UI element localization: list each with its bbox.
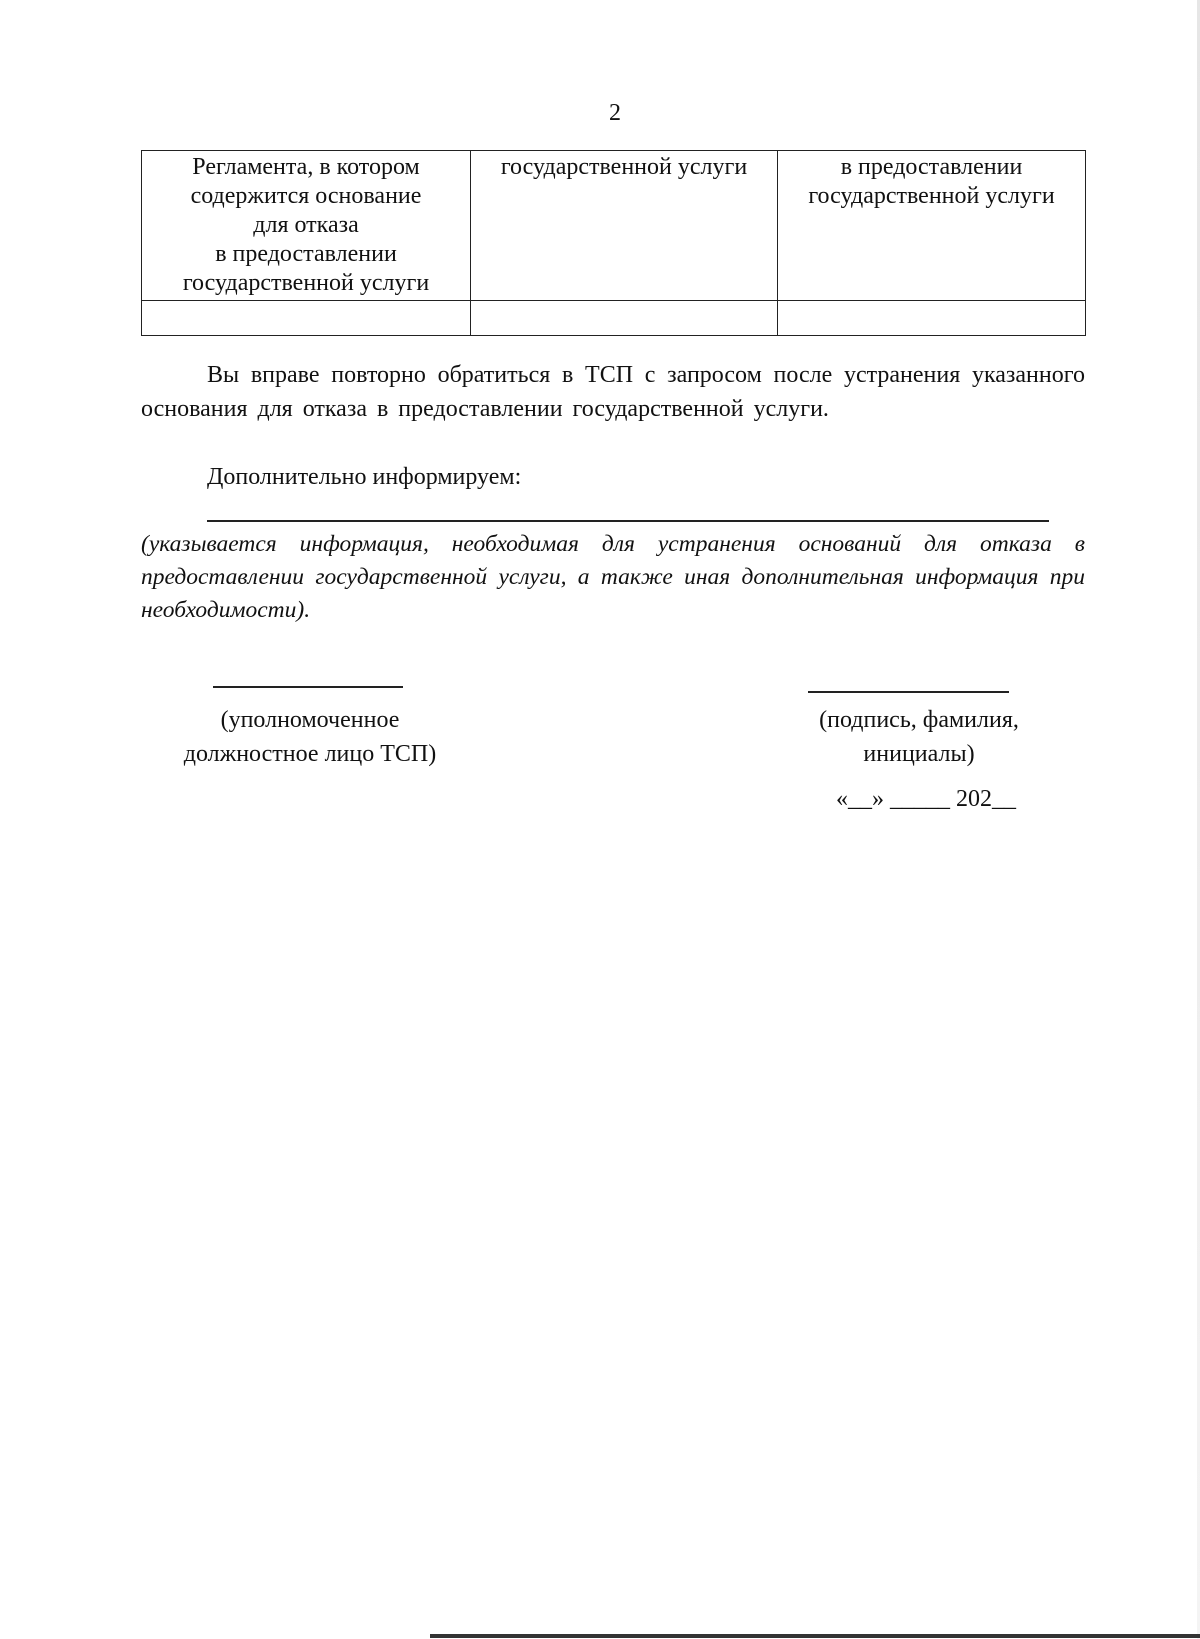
table-cell-empty[interactable] [142,301,471,336]
date-field[interactable]: «__» _____ 202__ [836,786,1016,812]
refusal-table [141,150,1086,336]
cell-text-line: Регламента, в котором [192,154,420,180]
additional-info-heading: Дополнительно информируем: [207,464,522,490]
caption-line: (подпись, фамилия, [819,707,1019,733]
caption-line: должностное лицо ТСП) [183,741,437,767]
cell-text-line: государственной услуги [182,270,430,296]
cell-text-line: содержится основание [190,183,422,209]
additional-info-fill-line[interactable] [207,520,1049,522]
table-row [142,301,1086,336]
repeat-request-paragraph: Вы вправе повторно обратиться в ТСП с запросом после устранения указанного основания для отказа в предоставлении государственной услуги. [141,362,1085,422]
caption-line: (уполномоченное [220,707,400,733]
official-caption [160,703,460,771]
official-signature-line[interactable] [213,686,403,688]
cell-text-line: в предоставлении [840,154,1023,180]
cell-text-line: государственной услуги [808,183,1055,209]
cell-text-line: для отказа [253,212,359,238]
table-cell-empty[interactable] [778,301,1086,336]
table-cell-refusal-explanation [778,151,1086,301]
table-cell-regulation-point [142,151,471,301]
cell-text-line: государственной услуги [500,154,748,180]
table-cell-refusal-reason [471,151,778,301]
page-number: 2 [609,100,621,126]
signature-caption [775,703,1063,771]
table-cell-empty[interactable] [471,301,778,336]
caption-line: инициалы) [863,741,975,767]
table-header-row [142,151,1086,301]
signature-name-line[interactable] [808,691,1009,693]
page-bottom-edge [430,1634,1200,1638]
cell-text-line: в предоставлении [215,241,397,267]
additional-info-note: (указывается информация, необходимая для устранения оснований для отказа в предоставлении государственной услуги, а также иная дополнительная информация при необходимости). [141,531,1085,623]
